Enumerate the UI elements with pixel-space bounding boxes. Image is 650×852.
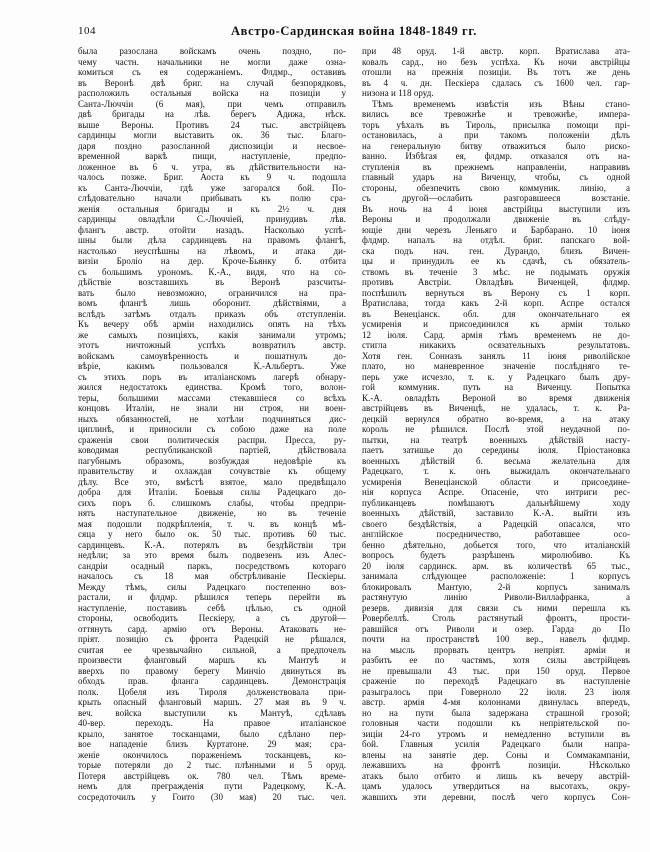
text-line: же самыхъ позиціяхъ, какія занимали утромъ; bbox=[78, 329, 346, 340]
text-line: выше Вероны. Противъ 24 тыс. австрійцевъ bbox=[78, 119, 346, 130]
text-line: стороны, обезпечить свою коммуник. линію, а bbox=[362, 182, 630, 193]
text-line: не превышали 43 тыс. при 150 оруд. Первое bbox=[362, 665, 630, 676]
page-header bbox=[78, 24, 630, 40]
text-line: вѣріе, какимъ пользовался К.-Альбертъ. Уже bbox=[78, 361, 346, 371]
text-line: сраженія свои политическія распри. Пресса, ру- bbox=[78, 434, 346, 445]
text-line: пагубнымъ образомъ, возбуждая недовѣріе къ bbox=[78, 455, 346, 466]
text-line: жавшихъ эти деревни, послѣ чего корпусъ Сон- bbox=[362, 791, 630, 802]
page-title: Австро-Сардинская война 1848-1849 гг. bbox=[231, 24, 477, 38]
text-line: вились все тревожнѣе и тревожнѣе, импера- bbox=[362, 109, 630, 119]
text-line: ска подъ нач. ген. Дурандо, близъ Вичен- bbox=[362, 245, 630, 256]
text-line: бой. Главныя усилія Радецкаго были напра- bbox=[362, 739, 630, 749]
text-line: Потеря австрійцевъ ок. 780 чел. Тѣмъ време- bbox=[78, 770, 346, 781]
text-line: англійское посредничество, работавшее осо- bbox=[362, 529, 630, 539]
text-line: децкій вернулся обратно во-время, а на атаку bbox=[362, 413, 630, 424]
text-line: добра для Италіи. Боевыя силы Радецкаго до- bbox=[78, 487, 346, 497]
text-line: этотъ ничтожный успѣхъ возвратилъ австр. bbox=[78, 340, 346, 350]
text-line: чалось позже. Бриг. Аоста къ 9 ч. подошла bbox=[78, 172, 346, 182]
text-line: поспѣшилъ вернуться въ Верону съ 1 корп. bbox=[362, 287, 630, 298]
text-line: разбить ее по частямъ, хотя силы австрійцевъ bbox=[362, 655, 630, 665]
text-line: цамъ удалось утвердиться на высотахъ, окру- bbox=[362, 781, 630, 791]
text-line: началось съ 18 мая обстрѣливаніе Пескіеры. bbox=[78, 571, 346, 581]
text-line: 40-вер. переходъ. На правое италіанское bbox=[78, 718, 346, 728]
text-column-left bbox=[78, 46, 346, 816]
text-line: бенно дѣятельно, добьется того, что италіанскій bbox=[362, 539, 630, 550]
text-line: военныхъ дѣйствій, заставило К.-А. выйти изъ bbox=[362, 508, 630, 518]
text-line: ковалъ сард., но безъ успѣха. Къ ночи австрійцы bbox=[362, 56, 630, 67]
text-line: цы и принудилъ ее къ сдачѣ, съ обязатель- bbox=[362, 256, 630, 266]
text-line: вомъ флангѣ лишь оборонит. дѣйствіями, а bbox=[78, 298, 346, 308]
text-line: ющіе дни черезъ Леньяго и Барбарано. 10 іюня bbox=[362, 224, 630, 235]
text-line: женіе окончилось пораженіемъ тосканцевъ, ко- bbox=[78, 749, 346, 760]
text-line: Тѣмъ временемъ извѣстія изъ Вѣны стано- bbox=[372, 98, 630, 109]
text-line: Къ вечеру обѣ арміи находились опять на тѣхъ bbox=[78, 319, 346, 329]
text-line: но на пути была задержана страшной грозой; bbox=[362, 707, 630, 718]
text-line: съ этихъ поръ въ италіанскомъ лагерѣ обнару- bbox=[78, 371, 346, 382]
text-line: австрійцевъ въ Виченцѣ, не удалась, т. к. Ра- bbox=[362, 403, 630, 413]
text-line: даря поздно разосланной диспозиціи и несвое- bbox=[78, 140, 346, 151]
text-line: жился недостатокъ единства. Кромѣ того, волон- bbox=[78, 382, 346, 392]
text-line: сардинцевъ. К.-А. потерялъ въ бездѣйствіи три bbox=[78, 539, 346, 550]
text-line: ложенное въ 6 ч. утра, въ дѣйствительности на- bbox=[78, 161, 346, 172]
text-line: вать было невозможно, ограничился на пра- bbox=[78, 287, 346, 298]
text-line: равшійся отъ Риволи и озер. Гарда до По bbox=[362, 623, 630, 634]
text-line: ствомъ въ теченіе 3 мѣс. не подымать оружія bbox=[362, 266, 630, 277]
text-line: флангъ австр. отойти назадъ. Насколько успѣ- bbox=[78, 224, 346, 235]
text-line: король не рѣшился. Послѣ этой неудачной по- bbox=[362, 424, 630, 434]
text-line: пытки, на театрѣ военныхъ дѣйствій насту- bbox=[362, 434, 630, 445]
text-line: ныхъ обязанностей, не хотѣли подчиняться дис- bbox=[78, 413, 346, 424]
text-line: въ 4 ч. дн. Пескіера сдалась съ 1600 чел. гар- bbox=[362, 77, 630, 88]
text-line: на генеральную битву отважиться было риско- bbox=[362, 140, 630, 151]
text-line: плато, но маневренное значеніе послѣдняго те- bbox=[362, 361, 630, 371]
text-columns bbox=[78, 46, 630, 836]
text-line: мая подошли подкрѣпленія, т. ч. въ концѣ мѣ- bbox=[78, 518, 346, 529]
text-line: сардинцы могли выставить ок. 36 тыс. Благо- bbox=[78, 130, 346, 140]
text-line: пріят. позицію съ фронта Радецкій не рѣшался, bbox=[78, 634, 346, 644]
text-line: была разослана войскамъ очень поздно, по- bbox=[78, 46, 346, 56]
text-line: растянутую линію Риволи-Виллафранка, а bbox=[362, 592, 630, 602]
text-line: крыть опасный фланговый маршъ. 27 мая въ 9 ч. bbox=[78, 697, 346, 707]
text-line: настолько неуспѣшны на лѣвомъ, и атака ди- bbox=[78, 245, 346, 256]
text-line: сардинцы овладѣли С.-Люччіей, принудивъ лѣв. bbox=[78, 214, 346, 224]
text-line: временной варкѣ пищи, наступленіе, предпо- bbox=[78, 151, 346, 161]
text-line: наступленіе, поставивъ себѣ цѣлью, съ одной bbox=[78, 602, 346, 613]
text-line: гой коммуник. путь на Виченцу. Попытка bbox=[362, 382, 630, 392]
text-line: двѣ бригады на лѣв. берегъ Адижа, нѣск. bbox=[78, 109, 346, 119]
text-line: съ большимъ урономъ. К.-А., видя, что на со- bbox=[78, 266, 346, 277]
text-line: стороны, освободить Пескіеру, а съ другой— bbox=[78, 613, 346, 623]
text-line: Радецкаго, т. к. онъ выжидалъ окончательнаго bbox=[362, 466, 630, 476]
text-line: при 48 оруд. 1-й австр. корп. Вратислава ата- bbox=[362, 46, 630, 56]
text-line: ступленія въ прежнемъ направленіи, направивъ bbox=[362, 161, 630, 172]
text-line: флдмр. напалъ на отдѣл. бриг. папскаго вой- bbox=[362, 235, 630, 245]
text-line: вверхъ по правому берегу Минчіо двинуться въ bbox=[78, 665, 346, 676]
text-line: расположилъ остальныя войска на позиціи у bbox=[78, 88, 346, 98]
text-line: почти на пространствѣ 100 вер., навелъ флдмр. bbox=[362, 634, 630, 644]
text-line: ководимая республиканской партіей, дѣйствовала bbox=[78, 445, 346, 455]
text-line: вопросъ будетъ разрѣшенъ миролюбиво. Къ bbox=[362, 550, 630, 560]
text-line: вслѣдъ затѣмъ отдалъ приказъ объ отступленіи. bbox=[78, 308, 346, 319]
text-line: немъ для прегражденія пути Радецкому, К.-А. bbox=[78, 781, 346, 791]
text-line: нять наступательное движеніе, но въ теченіе bbox=[78, 508, 346, 518]
text-line: недѣли; за это время былъ подвезенъ изъ Алес- bbox=[78, 550, 346, 560]
text-line: отошли на прежнія позиціи. Въ тотъ же день bbox=[362, 67, 630, 77]
text-line: дѣлу. Все это, вмѣстѣ взятое, мало предвѣщало bbox=[78, 476, 346, 487]
text-line: влены на занятіе дер. Соны и Соммакампаніи, bbox=[362, 749, 630, 760]
text-line: обходъ прав. фланга сардинцевъ. Демонстрація bbox=[78, 676, 346, 686]
text-line: Вратислава, тогда какъ 2-й корп. Аспре остался bbox=[362, 298, 630, 308]
text-line: сандріи осадный паркъ, посредствомъ котораго bbox=[78, 560, 346, 571]
text-line: низона и 118 оруд. bbox=[362, 88, 434, 98]
text-line: произвести фланговый маршъ къ Мантуѣ и bbox=[78, 655, 346, 665]
text-line: занимала слѣдующее расположеніе: 1 корпусъ bbox=[362, 571, 630, 581]
text-line: циплинѣ, и приносили съ собою даже на поле bbox=[78, 424, 346, 434]
page-number: 104 bbox=[78, 25, 96, 37]
text-line: ванно. Избѣгая ея, флдмр. отказался отъ на- bbox=[362, 151, 630, 161]
text-line: на мысль прорвать центръ непріят. арміи и bbox=[362, 644, 630, 655]
text-line: главный ударъ на Виченцу, чтобы, съ одной bbox=[362, 172, 630, 182]
text-line: оттянуть сард. армію отъ Вероны. Атаковать не- bbox=[78, 623, 346, 634]
text-line: атакъ было отбито и лишь къ вечеру австрій- bbox=[362, 770, 630, 781]
text-line: теры, большими массами стекавшіеся со всѣхъ bbox=[78, 392, 346, 403]
text-line: сяца у него было ок. 50 тыс. противъ 60 тыс. bbox=[78, 529, 346, 539]
text-line: съ другой—ослабить разгоравшееся возстаніе. bbox=[362, 193, 630, 203]
text-line: 12 іюля. Сард. армія тѣмъ временемъ не до- bbox=[362, 329, 630, 340]
text-line: австр. армія 4-мя колоннами двинулась впередъ, bbox=[362, 697, 630, 707]
text-line: чему частн. начальники не могли даже озна- bbox=[78, 56, 346, 67]
text-line: публиканцевъ помѣшаютъ дальнѣйшему ходу bbox=[362, 497, 630, 508]
text-line: веч. войска выступили къ Мантуѣ, сдѣлавъ bbox=[78, 707, 346, 718]
text-line: остановилась, а при такомъ положеніи дѣлъ bbox=[362, 130, 630, 140]
text-line: вое нападеніе близъ Куртатоне. 29 мая; сра- bbox=[78, 739, 346, 749]
text-column-right bbox=[362, 46, 630, 816]
text-line: визіи Броліо на дер. Кроче-Бьянку б. отбита bbox=[78, 256, 346, 266]
text-line: Вероны и продолжали движеніе въ слѣду- bbox=[362, 214, 630, 224]
text-line: въ Веронѣ двѣ бриг. на случай безпорядковъ, bbox=[78, 77, 346, 88]
text-line: сихъ поръ б. слишкомъ слабы, чтобы предпри- bbox=[78, 497, 346, 508]
text-line: правительству и охлаждая сочувствіе къ общему bbox=[78, 466, 346, 476]
text-line: дѣйствіе возставшихъ въ Веронѣ разсчиты- bbox=[78, 277, 346, 287]
text-line: стигла никакихъ осязательныхъ результатовъ. bbox=[362, 340, 630, 350]
text-line: военныхъ дѣйствій б. весьма желательна для bbox=[362, 455, 630, 466]
text-line: считая ее чрезвычайно сильной, а предпочелъ bbox=[78, 644, 346, 655]
text-line: 20 іюля сардинск. арм. въ количествѣ 65 тыс., bbox=[362, 560, 630, 571]
text-line: слѣдовательно начали прибывать къ полю сра- bbox=[78, 193, 346, 203]
text-line: перь уже исчезло, т. к. у Радецкаго былъ дру- bbox=[362, 371, 630, 382]
text-line: усмиренія и присоединился къ арміи только bbox=[362, 319, 630, 329]
text-line: резерв. дивизія для связи съ ними перешла къ bbox=[362, 602, 630, 613]
text-line: головныя части подошли къ непріятельской по- bbox=[362, 718, 630, 728]
text-line: сосредоточилъ у Гоито (30 мая) 20 тыс. чел. bbox=[78, 791, 346, 802]
text-line: сраженіе по переходѣ Радецкаго въ наступленіе bbox=[362, 676, 630, 686]
text-line: противъ Австріи. Овладѣвъ Виченцей, флдмр. bbox=[362, 277, 630, 287]
text-line: войскамъ самоувѣренность и пошатнулъ до- bbox=[78, 350, 346, 361]
text-line: своего бездѣйствія, а Радецкій опасался, что bbox=[362, 518, 630, 529]
text-line: концовъ Италіи, не знали ни строя, ни воен- bbox=[78, 403, 346, 413]
text-line: лежавшихъ на фронтѣ позиціи. Нѣсколько bbox=[362, 760, 630, 770]
text-line: женія остальныя бригады и къ 2½ ч. дня bbox=[78, 203, 346, 214]
text-line: Между тѣмъ, силы Радецкаго постепенно воз- bbox=[78, 581, 346, 592]
text-line: растали, и флдмр. рѣшился теперь перейти въ bbox=[78, 592, 346, 602]
text-line: Хотя ген. Сонназъ занялъ 11 іюня риволійское bbox=[362, 350, 630, 361]
text-line: къ Санта-Люччіи, гдѣ уже загорался бой. По- bbox=[78, 182, 346, 193]
text-line: комиться съ ея содержаніемъ. Флдмр., оставивъ bbox=[78, 67, 346, 77]
text-line: нія корпуса Аспре. Опасеніе, что интриги рес- bbox=[362, 487, 630, 497]
text-line: крыло, занятое тосканцами, было сдѣлано пер- bbox=[78, 728, 346, 739]
text-line: торъ уѣхалъ въ Тироль, присылка помощи прі- bbox=[362, 119, 630, 130]
text-line: паетъ затишье до середины іюля. Пріостановка bbox=[362, 445, 630, 455]
text-line: Въ ночь на 4 іюня австрійцы выступили изъ bbox=[362, 203, 630, 214]
text-line: торые потеряли до 2 тыс. плѣнными и 5 оруд. bbox=[78, 760, 346, 770]
text-line: усмиренія Венеціанской области и присоедине- bbox=[362, 476, 630, 487]
text-line: разыгралось при Говерноло 22 іюля. 23 іюля bbox=[362, 686, 630, 697]
text-line: блокировалъ Мантую, 2-й корпусъ занималъ bbox=[362, 581, 630, 592]
text-line: шны были дѣла сардинцевъ на правомъ флангѣ, bbox=[78, 235, 346, 245]
text-line: К.-А. овладѣть Вероной во время движенія bbox=[362, 392, 630, 403]
text-line: полк. Цобеля изъ Тироля долженствовала при- bbox=[78, 686, 346, 697]
text-line: зиціи 24-го утромъ и немедленно вступили въ bbox=[362, 728, 630, 739]
text-line: Ровербеллѣ. Столь растянутый фронтъ, прости- bbox=[362, 613, 630, 623]
text-line: въ Венеціанск. обл. для окончательнаго ея bbox=[362, 308, 630, 319]
text-line: Санта-Люччіи (6 мая), при чемъ отправилъ bbox=[78, 98, 346, 109]
